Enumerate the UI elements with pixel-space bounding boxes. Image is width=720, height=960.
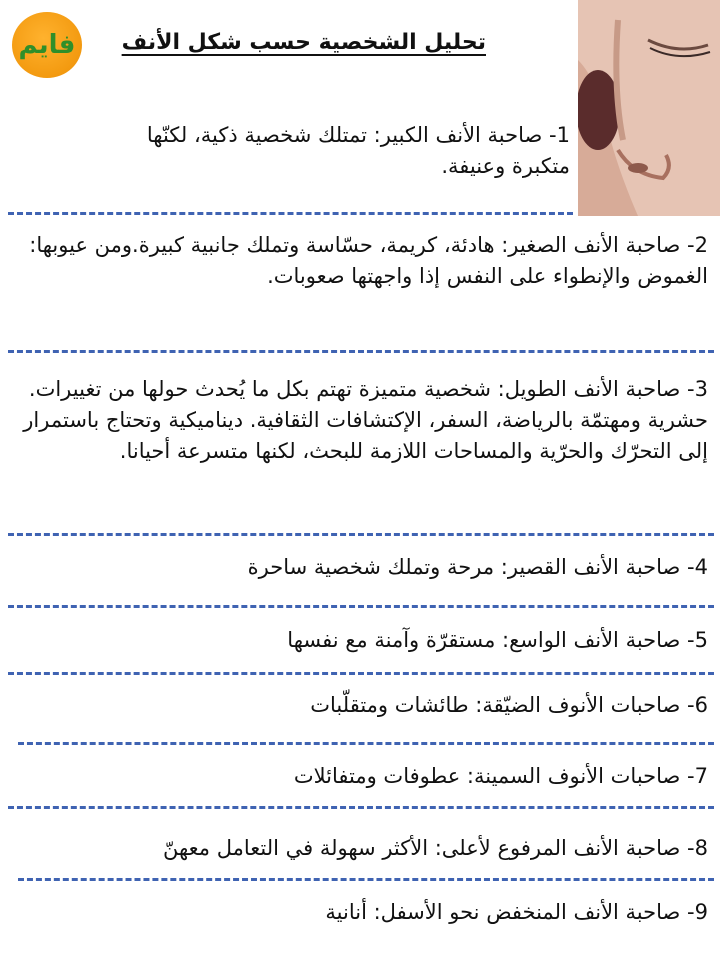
brand-logo bbox=[12, 12, 82, 78]
nose-photo bbox=[578, 0, 720, 216]
list-item-7: 7- صاحبات الأنوف السمينة: عطوفات ومتفائلات bbox=[293, 764, 708, 788]
dashed-divider bbox=[8, 605, 714, 608]
dashed-divider bbox=[8, 533, 714, 536]
list-item-3: 3- صاحبة الأنف الطويل: شخصية متميزة تهتم بكل ما يُحدث حولها من تغييرات. حشرية ومهتمّة بالرياضة، السفر، الإكتشافات الثقافية. ديناميكية وتحتاج باستمرار إلى التحرّك والحرّية والمساحات اللازمة للبحث، لكنها متسرعة أحيانا. bbox=[23, 377, 708, 463]
page-title: تحليل الشخصية حسب شكل الأنف bbox=[121, 30, 486, 55]
dashed-divider bbox=[8, 212, 573, 215]
brand-logo-text: فايم bbox=[18, 30, 76, 60]
dashed-divider bbox=[8, 806, 714, 809]
list-item-1: 1- صاحبة الأنف الكبير: تمتلك شخصية ذكية، لكنّها متكبرة وعنيفة. bbox=[146, 123, 570, 178]
face-closeup-image bbox=[578, 0, 720, 216]
list-item-9: 9- صاحبة الأنف المنخفض نحو الأسفل: أنانية bbox=[325, 900, 708, 924]
list-item-8: 8- صاحبة الأنف المرفوع لأعلى: الأكثر سهولة في التعامل معهنّ bbox=[163, 836, 708, 860]
list-item-2: 2- صاحبة الأنف الصغير: هادئة، كريمة، حسّاسة وتملك جانبية كبيرة.ومن عيوبها: الغموض والإنطواء على النفس إذا واجهتها صعوبات. bbox=[29, 233, 708, 288]
dashed-divider bbox=[18, 878, 714, 881]
dashed-divider bbox=[8, 350, 714, 353]
dashed-divider bbox=[18, 742, 714, 745]
dashed-divider bbox=[8, 672, 714, 675]
list-item-5: 5- صاحبة الأنف الواسع: مستقرّة وآمنة مع نفسها bbox=[287, 628, 708, 652]
list-item-4: 4- صاحبة الأنف القصير: مرحة وتملك شخصية ساحرة bbox=[247, 555, 708, 579]
list-item-6: 6- صاحبات الأنوف الضيّقة: طائشات ومتقلّبات bbox=[310, 693, 708, 717]
